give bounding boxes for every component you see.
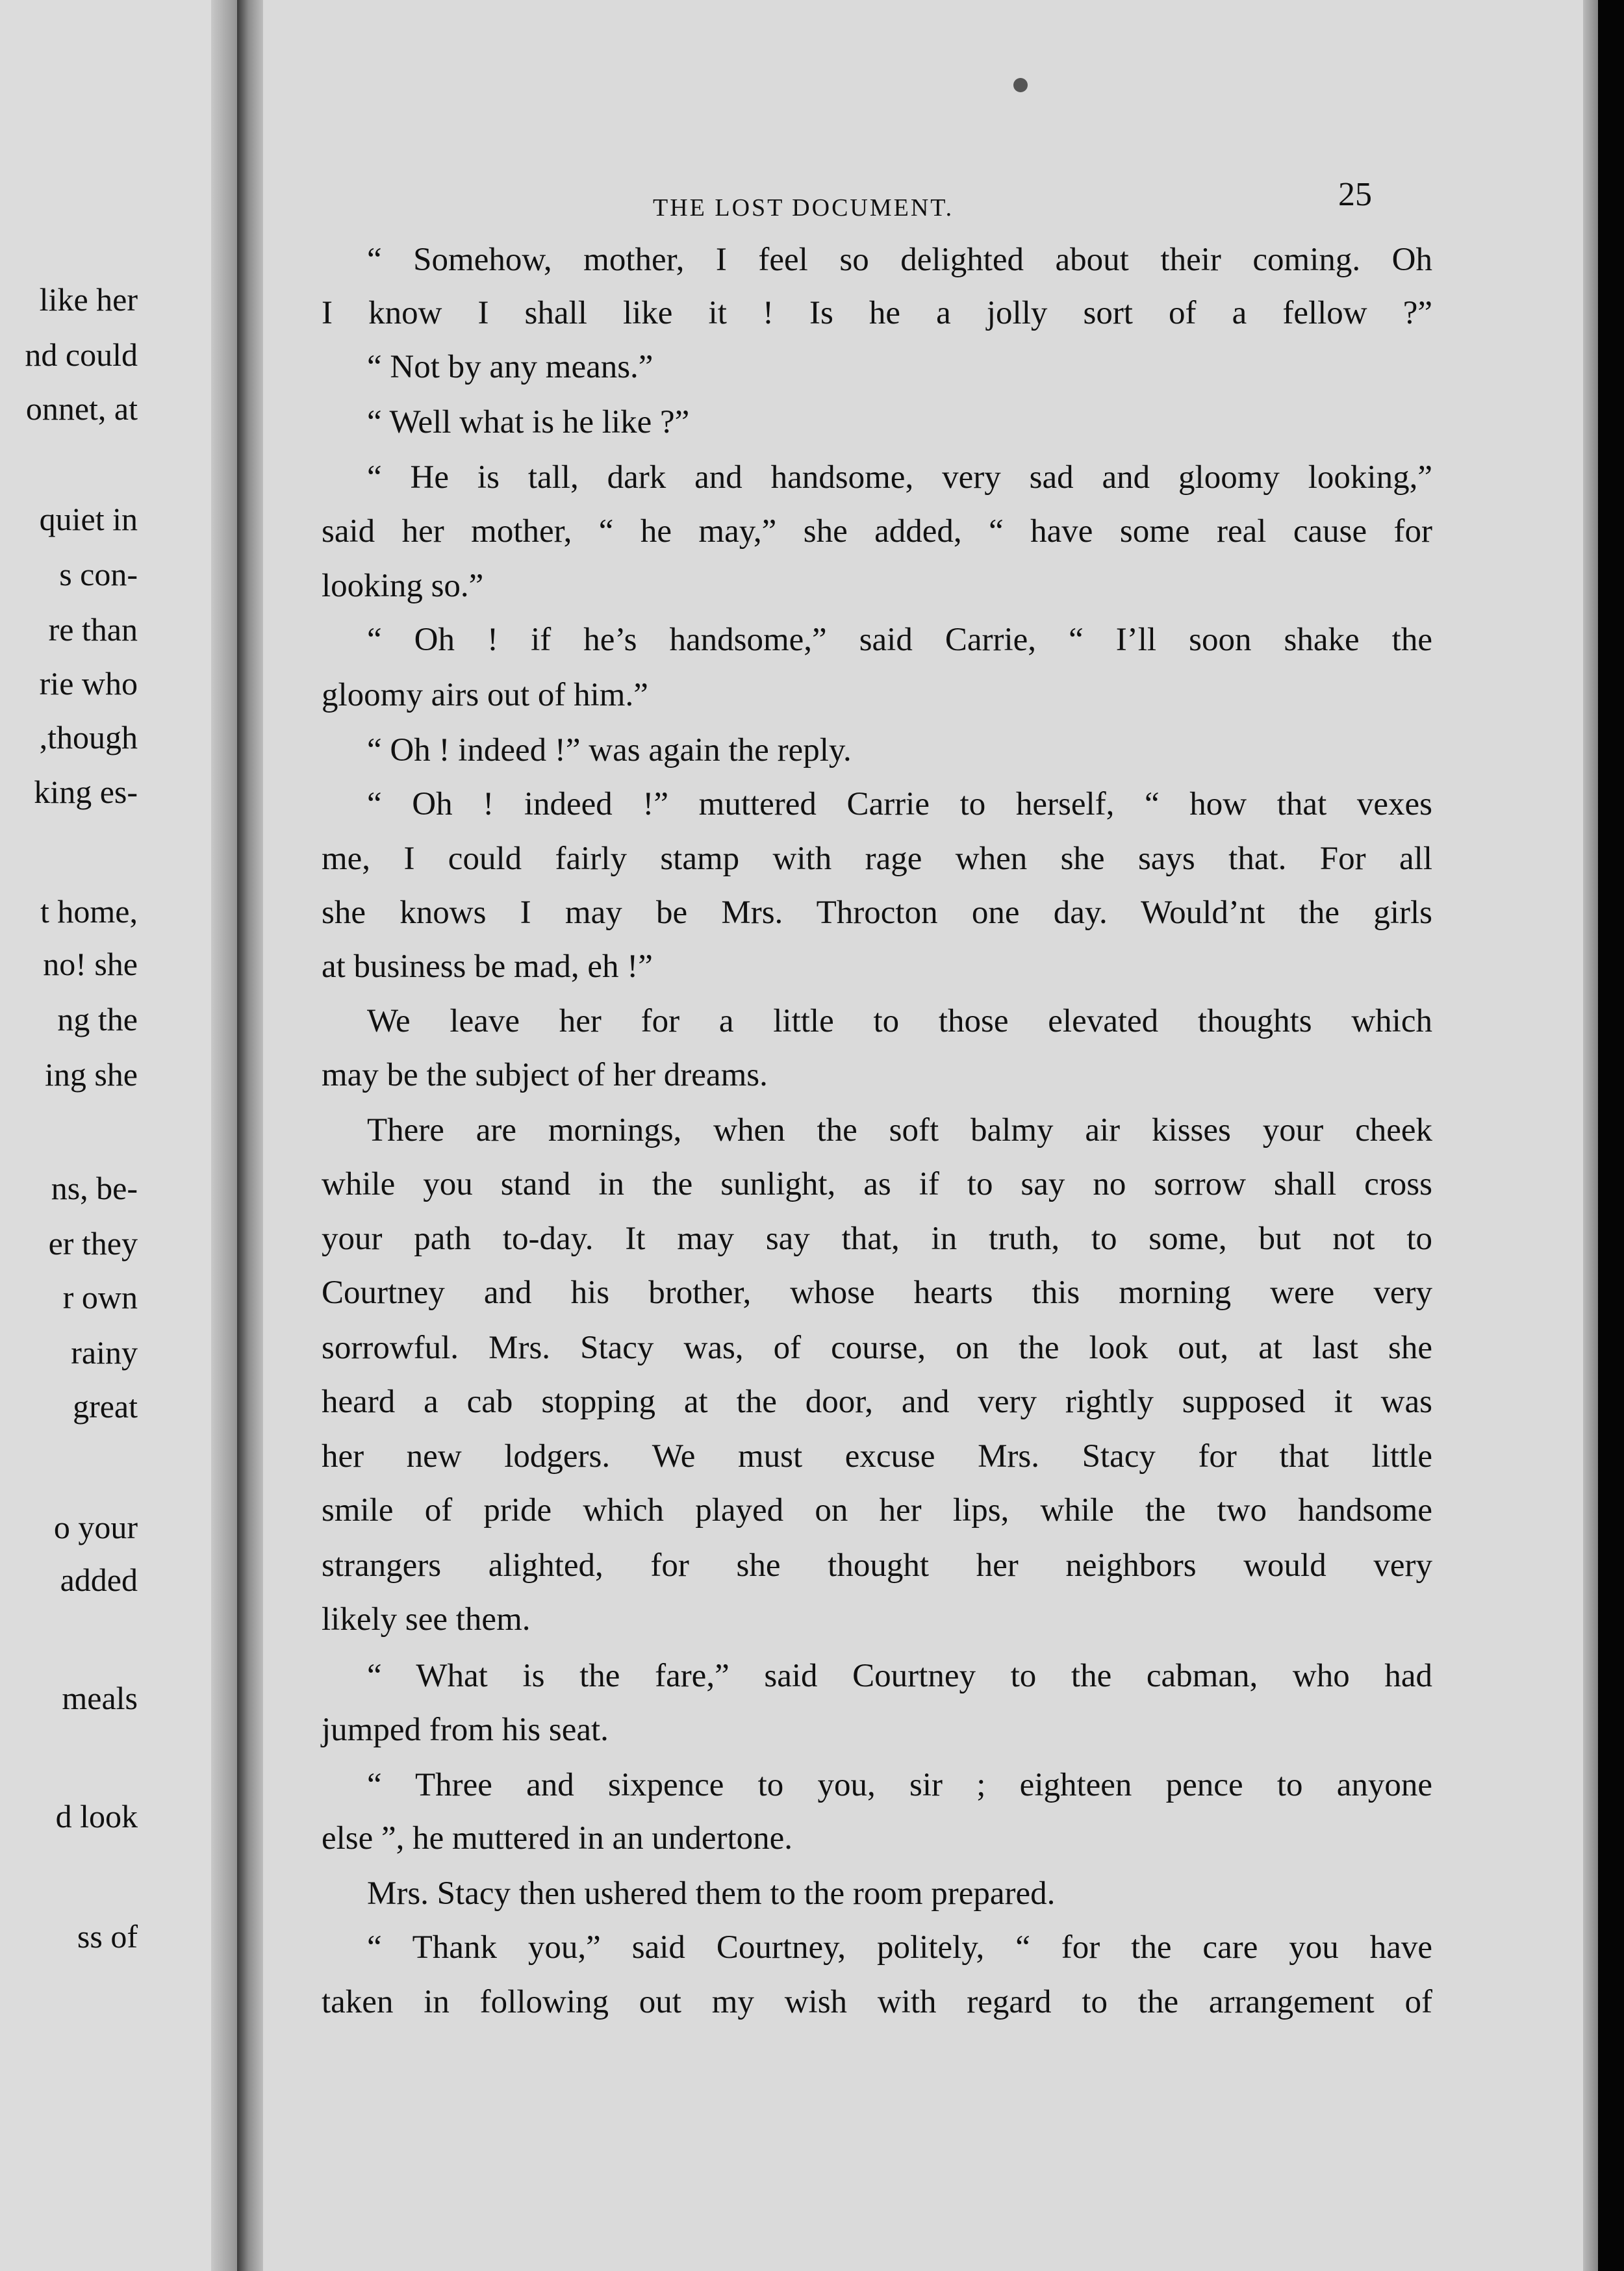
text-line: she knows I may be Mrs. Throcton one day. Would’nt the girls bbox=[322, 894, 1432, 931]
text-line: strangers alighted, for she thought her neighbors would very bbox=[322, 1547, 1432, 1584]
text-line: “ He is tall, dark and handsome, very sad and gloomy looking,” bbox=[367, 459, 1432, 496]
left-line: r own bbox=[62, 1279, 138, 1315]
text-line: else ”, he muttered in an undertone. bbox=[322, 1820, 793, 1857]
text-line: your path to-day. It may say that, in truth, to some, but not to bbox=[322, 1221, 1432, 1257]
left-line: onnet, at bbox=[25, 390, 138, 427]
text-line: sorrowful. Mrs. Stacy was, of course, on the look out, at last she bbox=[322, 1330, 1432, 1366]
scanner-background bbox=[1598, 0, 1624, 2271]
text-line: “ Somehow, mother, I feel so delighted about their coming. Oh bbox=[367, 242, 1432, 278]
running-head: THE LOST DOCUMENT. bbox=[653, 194, 954, 222]
left-line: o your bbox=[53, 1509, 138, 1545]
left-line: d look bbox=[55, 1798, 138, 1834]
left-line: like her bbox=[39, 281, 138, 318]
left-line: great bbox=[73, 1388, 138, 1425]
left-line: meals bbox=[62, 1680, 138, 1716]
text-line: Courtney and his brother, whose hearts this morning were very bbox=[322, 1275, 1432, 1311]
text-line: “ Not by any means.” bbox=[367, 349, 653, 385]
left-line: king es- bbox=[34, 774, 138, 810]
text-line: may be the subject of her dreams. bbox=[322, 1057, 768, 1093]
left-line: t home, bbox=[40, 893, 138, 930]
left-line: s con- bbox=[59, 556, 138, 592]
left-line: rie who bbox=[39, 665, 138, 702]
text-line: gloomy airs out of him.” bbox=[322, 677, 648, 713]
text-line: We leave her for a little to those elevated thoughts which bbox=[367, 1003, 1432, 1039]
text-line: likely see them. bbox=[322, 1601, 531, 1638]
text-line: “ Well what is he like ?” bbox=[367, 404, 690, 440]
book-gutter bbox=[237, 0, 266, 2271]
left-line: ing she bbox=[44, 1056, 138, 1093]
text-line: me, I could fairly stamp with rage when she says that. For all bbox=[322, 841, 1432, 877]
text-line: taken in following out my wish with regard to the arrangement of bbox=[322, 1984, 1432, 2020]
left-line: quiet in bbox=[39, 501, 138, 537]
left-line: no! she bbox=[43, 946, 138, 982]
text-line: while you stand in the sunlight, as if to say no sorrow shall cross bbox=[322, 1166, 1432, 1202]
text-line: at business be mad, eh !” bbox=[322, 948, 653, 985]
text-line: smile of pride which played on her lips, while the two handsome bbox=[322, 1492, 1432, 1529]
text-line: jumped from his seat. bbox=[322, 1712, 609, 1748]
text-line: “ What is the fare,” said Courtney to the cabman, who had bbox=[367, 1658, 1432, 1694]
text-line: said her mother, “ he may,” she added, “ have some real cause for bbox=[322, 513, 1432, 550]
text-line: I know I shall like it ! Is he a jolly sort of a fellow ?” bbox=[322, 295, 1432, 331]
ink-spot bbox=[1013, 78, 1028, 92]
previous-page-fragment bbox=[0, 0, 237, 2271]
text-line: heard a cab stopping at the door, and very rightly supposed it was bbox=[322, 1384, 1432, 1420]
book-page bbox=[263, 0, 1601, 2271]
text-line: “ Thank you,” said Courtney, politely, “ for the care you have bbox=[367, 1929, 1432, 1966]
left-line: added bbox=[60, 1562, 138, 1598]
text-line: Mrs. Stacy then ushered them to the room prepared. bbox=[367, 1875, 1056, 1912]
text-line: “ Oh ! indeed !” muttered Carrie to herself, “ how that vexes bbox=[367, 786, 1432, 822]
text-line: There are mornings, when the soft balmy air kisses your cheek bbox=[367, 1112, 1432, 1148]
left-line: ss of bbox=[77, 1918, 138, 1955]
left-line: ng the bbox=[57, 1001, 138, 1037]
left-line: er they bbox=[48, 1225, 138, 1262]
text-line: looking so.” bbox=[322, 568, 484, 604]
text-line: her new lodgers. We must excuse Mrs. Stacy for that little bbox=[322, 1438, 1432, 1475]
left-line: rainy bbox=[71, 1334, 138, 1371]
left-line: ns, be- bbox=[51, 1170, 138, 1206]
page-number: 25 bbox=[1338, 176, 1372, 213]
page-fold-shadow bbox=[211, 0, 237, 2271]
text-line: “ Oh ! indeed !” was again the reply. bbox=[367, 732, 852, 768]
left-line: re than bbox=[48, 611, 138, 648]
text-line: “ Three and sixpence to you, sir ; eighteen pence to anyone bbox=[367, 1767, 1432, 1803]
text-line: “ Oh ! if he’s handsome,” said Carrie, “ I’ll soon shake the bbox=[367, 622, 1432, 658]
left-line: nd could bbox=[25, 336, 138, 373]
left-line: ,though bbox=[39, 719, 138, 755]
